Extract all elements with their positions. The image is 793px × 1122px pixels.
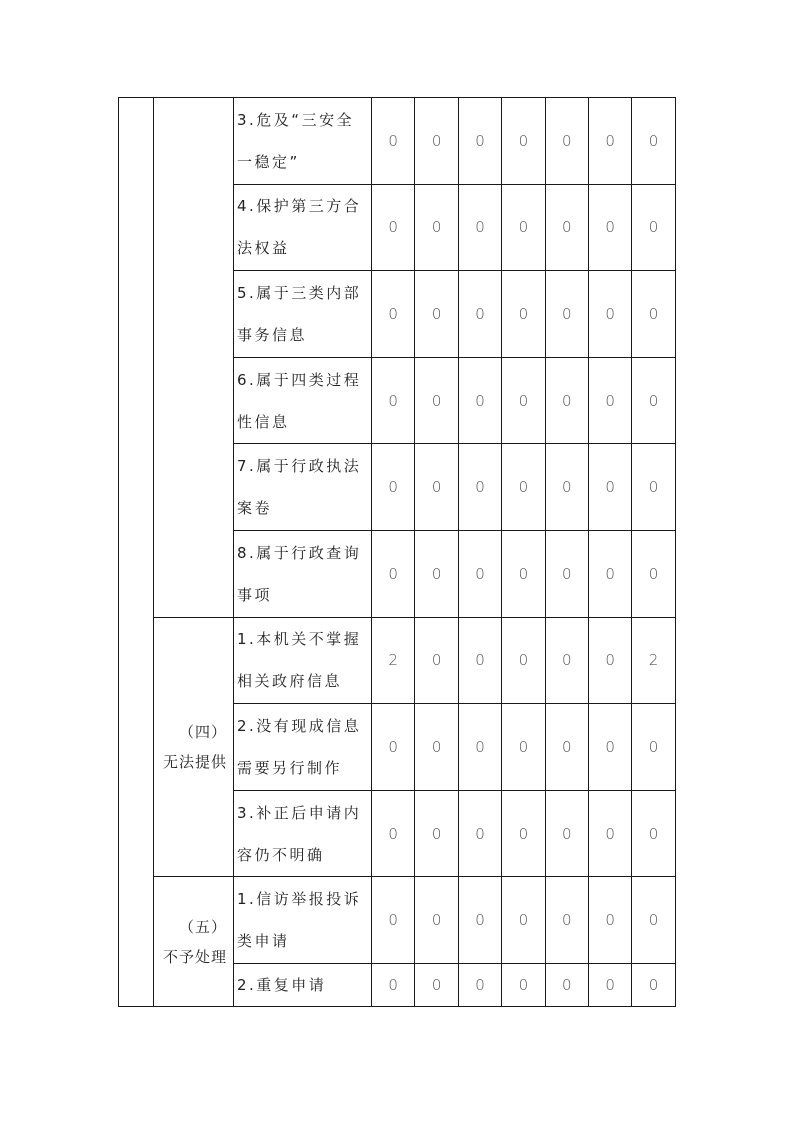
count-cell: 0 (458, 617, 501, 704)
category-cell (154, 877, 234, 1007)
count-cell: 2 (632, 617, 675, 704)
table-body (119, 98, 676, 1007)
count-cell: 0 (415, 530, 458, 617)
reason-item-cell: 3.补正后申请内容仍不明确 (234, 790, 372, 877)
count-cell: 0 (588, 963, 631, 1006)
reason-item-cell: 5.属于三类内部事务信息 (234, 271, 372, 358)
count-cell: 0 (502, 98, 545, 185)
count-cell: 0 (588, 877, 631, 964)
count-cell: 0 (545, 357, 588, 444)
count-cell: 0 (545, 444, 588, 531)
count-cell: 0 (458, 704, 501, 791)
count-cell: 0 (502, 963, 545, 1006)
count-cell: 0 (372, 704, 415, 791)
count-cell: 0 (632, 877, 675, 964)
table-row (119, 617, 676, 704)
count-cell: 2 (372, 617, 415, 704)
count-cell: 0 (502, 617, 545, 704)
count-cell: 0 (458, 98, 501, 185)
count-cell: 0 (415, 271, 458, 358)
count-cell: 0 (458, 530, 501, 617)
count-cell: 0 (632, 790, 675, 877)
count-cell: 0 (588, 530, 631, 617)
reason-item-cell: 2.没有现成信息需要另行制作 (234, 704, 372, 791)
count-cell: 0 (545, 790, 588, 877)
count-cell: 0 (372, 271, 415, 358)
count-cell: 0 (372, 877, 415, 964)
count-cell: 0 (415, 704, 458, 791)
count-cell: 0 (632, 963, 675, 1006)
count-cell: 0 (588, 271, 631, 358)
category-cell (154, 617, 234, 877)
table-row (119, 98, 676, 185)
count-cell: 0 (415, 963, 458, 1006)
count-cell: 0 (458, 790, 501, 877)
count-cell: 0 (588, 790, 631, 877)
count-cell: 0 (632, 357, 675, 444)
disclosure-statistics-table (118, 97, 676, 1007)
count-cell: 0 (588, 357, 631, 444)
count-cell: 0 (372, 790, 415, 877)
category-cell (154, 98, 234, 618)
count-cell: 0 (415, 357, 458, 444)
count-cell: 0 (458, 271, 501, 358)
count-cell: 0 (588, 617, 631, 704)
count-cell: 0 (545, 963, 588, 1006)
count-cell: 0 (502, 444, 545, 531)
count-cell: 0 (545, 184, 588, 271)
count-cell: 0 (502, 877, 545, 964)
count-cell: 0 (632, 444, 675, 531)
count-cell: 0 (458, 877, 501, 964)
count-cell: 0 (588, 98, 631, 185)
count-cell: 0 (632, 704, 675, 791)
count-cell: 0 (545, 271, 588, 358)
count-cell: 0 (545, 98, 588, 185)
count-cell: 0 (632, 98, 675, 185)
count-cell: 0 (545, 617, 588, 704)
count-cell: 0 (545, 530, 588, 617)
count-cell: 0 (415, 617, 458, 704)
count-cell: 0 (415, 790, 458, 877)
count-cell: 0 (588, 184, 631, 271)
count-cell: 0 (372, 357, 415, 444)
count-cell: 0 (415, 98, 458, 185)
count-cell: 0 (502, 530, 545, 617)
reason-item-cell: 3.危及“三安全一稳定” (234, 98, 372, 185)
count-cell: 0 (458, 357, 501, 444)
reason-item-cell: 8.属于行政查询事项 (234, 530, 372, 617)
count-cell: 0 (458, 444, 501, 531)
count-cell: 0 (372, 184, 415, 271)
count-cell: 0 (588, 444, 631, 531)
count-cell: 0 (372, 98, 415, 185)
count-cell: 0 (632, 184, 675, 271)
count-cell: 0 (588, 704, 631, 791)
table-row (119, 877, 676, 964)
reason-item-cell: 1.信访举报投诉类申请 (234, 877, 372, 964)
reason-item-cell: 1.本机关不掌握相关政府信息 (234, 617, 372, 704)
count-cell: 0 (502, 271, 545, 358)
reason-item-cell: 2.重复申请 (234, 963, 372, 1006)
count-cell: 0 (415, 444, 458, 531)
count-cell: 0 (545, 704, 588, 791)
count-cell: 0 (458, 184, 501, 271)
count-cell: 0 (372, 963, 415, 1006)
outer-label-cell (119, 98, 154, 1007)
count-cell: 0 (632, 271, 675, 358)
count-cell: 0 (502, 184, 545, 271)
count-cell: 0 (502, 790, 545, 877)
category-label: （五） (178, 917, 227, 936)
count-cell: 0 (372, 444, 415, 531)
category-label: 无法提供 (162, 752, 227, 771)
count-cell: 0 (502, 704, 545, 791)
count-cell: 0 (372, 530, 415, 617)
count-cell: 0 (458, 963, 501, 1006)
category-label: （四） (178, 722, 227, 741)
count-cell: 0 (632, 530, 675, 617)
reason-item-cell: 4.保护第三方合法权益 (234, 184, 372, 271)
count-cell: 0 (502, 357, 545, 444)
reason-item-cell: 6.属于四类过程性信息 (234, 357, 372, 444)
category-label: 不予处理 (162, 947, 227, 966)
count-cell: 0 (545, 877, 588, 964)
count-cell: 0 (415, 184, 458, 271)
reason-item-cell: 7.属于行政执法案卷 (234, 444, 372, 531)
count-cell: 0 (415, 877, 458, 964)
